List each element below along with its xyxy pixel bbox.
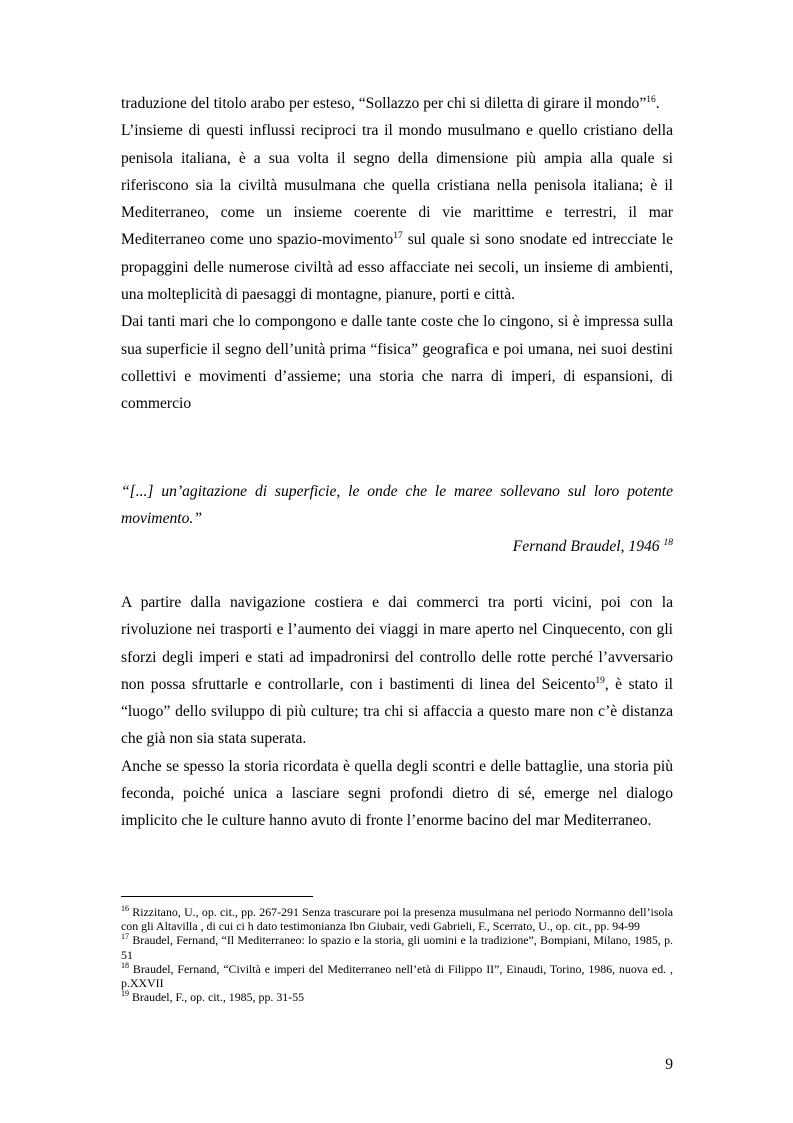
footnote-ref: 19 [595, 675, 605, 686]
paragraph: Anche se spesso la storia ricordata è quella degli scontri e delle battaglie, una storia più feconda, poiché unica a lasciare segni profondi dietro di sé, emerge nel dialogo implicito che le culture hanno avuto di fronte l’enorme bacino del mar Mediterraneo. [121, 757, 673, 830]
page-number: 9 [665, 1056, 673, 1073]
footnote: $^{16}$ Rizzitano, U., op. cit., pp. 267-291 Senza trascurare poi la presenza musulmana nel periodo Normanno dell’isola con gli Altavilla , di cui ci h dato testimonianza Ibn Giubair, vedi Gabrieli, F., Scerrato, U., op. cit., pp. 94-99 [121, 904, 673, 934]
footnote-ref: 18 [663, 537, 673, 548]
paragraph: Dai tanti mari che lo compongono e dalle tante coste che lo cingono, si è impressa sulla sua superficie il segno dell’unità prima “fisica” geografica e poi umana, nei suoi destini collettivi e movimenti d’assieme; una storia che narra di imperi, di espansioni, di commercio [121, 313, 673, 413]
footnote: $^{19}$ Braudel, F., op. cit., 1985, pp. 31-55 [121, 989, 305, 1005]
body-text-bottom [121, 589, 673, 835]
quote-text: “[...] un’agitazione di superficie, le onde che le maree sollevano sul loro potente movimento.” [121, 483, 673, 528]
footnote: $^{18}$ Braudel, Fernand, “Civiltà e imperi del Mediterraneo nell’età di Filippo II”, Einaudi, Torino, 1986, nuova ed. , p.XXVII [121, 960, 673, 991]
footnotes [121, 905, 673, 1004]
paragraph: traduzione del titolo arabo per esteso, “Sollazzo per chi si diletta di girare il mondo”$^{16}$. [121, 94, 660, 112]
block-quote [121, 478, 673, 533]
footnote-separator [121, 896, 313, 897]
body-text-top [121, 90, 673, 418]
footnote-ref: 17 [393, 231, 403, 242]
footnote: $^{17}$ Braudel, Fernand, “Il Mediterraneo: lo spazio e la storia, gli uomini e la tradizione”, Bompiani, Milano, 1985, p. 51 [121, 932, 673, 962]
quote-attribution: Fernand Braudel, 1946 $^{18}$ [512, 537, 673, 555]
footnote-ref: 16 [646, 94, 656, 105]
paragraph: L’insieme di questi influssi reciproci tra il mondo musulmano e quello cristiano della penisola italiana, è a sua volta il segno della dimensione più ampia alla quale si riferiscono sia la civiltà musulmana che quella cristiana nella penisola italiana; è il Mediterraneo, come un insieme coerente di vie marittime e terrestri, il mar Mediterraneo come uno spazio-movimento$^{17}$ sul quale si sono snodate ed intrecciate le propaggini delle numerose civiltà ad esso affacciate nei secoli, un insieme di ambienti, una molteplicità di paesaggi di montagne, pianure, porti e città. [121, 122, 673, 304]
paragraph: A partire dalla navigazione costiera e dai commerci tra porti vicini, poi con la rivoluzione nei trasporti e l’aumento dei viaggi in mare aperto nel Cinquecento, con gli sforzi degli imperi e stati ad impadronirsi del controllo delle rotte perché l’avversario non possa sfruttarle e controllarle, con i bastimenti di linea del Seicento$^{19}$, è stato il “luogo” dello sviluppo di più culture; tra chi si affaccia a questo mare non c’è distanza che già non sia stata superata. [121, 594, 673, 748]
